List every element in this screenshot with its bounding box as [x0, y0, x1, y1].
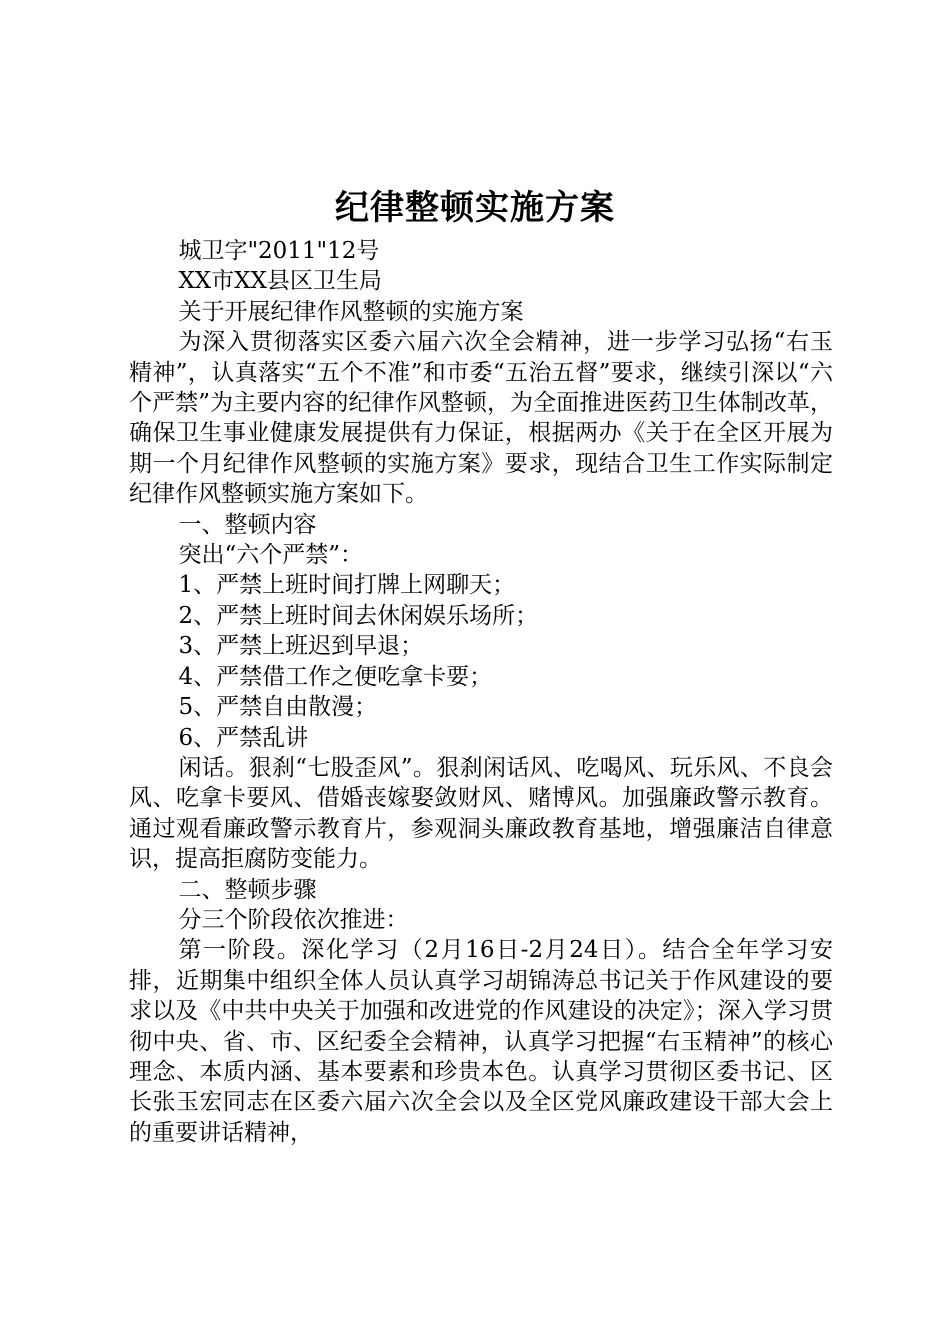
list-intro: 突出“六个严禁”：	[178, 542, 363, 569]
intro-paragraph: 为深入贯彻落实区委六届六次全会精神，进一步学习弘扬“右玉精神”，认真落实“五个不准”和市委“五治五督”要求，继续引深以“六个严禁”为主要内容的纪律作风整顿，为全面推进医药卫生体制改革，确保卫生事业健康发展提供有力保证，根据两办《关于在全区开展为期一个月纪律作风整顿的实施方案》要求，现结合卫生工作实际制定纪律作风整顿实施方案如下。	[129, 329, 833, 508]
issuing-authority: XX市XX县区卫生局	[178, 268, 382, 295]
doc-subject: 关于开展纪律作风整顿的实施方案	[178, 298, 524, 325]
document-body	[129, 236, 833, 1148]
document-title: 纪律整顿实施方案	[335, 188, 615, 228]
body-paragraph: 第一阶段。深化学习（2月16日-2月24日）。结合全年学习安排，近期集中组织全体人员认真学习胡锦涛总书记关于作风建设的要求以及《中共中央关于加强和改进党的作风建设的决定》；深入学习贯彻中央、省、市、区纪委全会精神，认真学习把握“右玉精神”的核心理念、本质内涵、基本要素和珍贵本色。认真学习贯彻区委书记、区长张玉宏同志在区委六届六次全会以及全区党风廉政建设干部大会上的重要讲话精神，	[129, 937, 833, 1146]
list-item: 1、严禁上班时间打牌上网聊天；	[178, 572, 516, 599]
section-heading-content: 一、整顿内容	[178, 511, 317, 538]
list-item: 5、严禁自由散漫；	[178, 694, 378, 721]
list-item: 2、严禁上班时间去休闲娱乐场所；	[178, 602, 539, 629]
doc-number: 城卫字"2011"12号	[178, 238, 380, 264]
section-heading-steps: 二、整顿步骤	[178, 876, 317, 903]
list-item: 6、严禁乱讲	[178, 724, 309, 751]
list-item: 4、严禁借工作之便吃拿卡要；	[178, 663, 493, 690]
list-item: 3、严禁上班迟到早退；	[178, 633, 424, 660]
steps-intro: 分三个阶段依次推进：	[178, 906, 409, 933]
body-paragraph: 闲话。狠刹“七股歪风”。狠刹闲话风、吃喝风、玩乐风、不良会风、吃拿卡要风、借婚丧嫁娶敛财风、赌博风。加强廉政警示教育。通过观看廉政警示教育片，参观洞头廉政教育基地，增强廉洁自律意识，提高拒腐防变能力。	[129, 754, 833, 873]
